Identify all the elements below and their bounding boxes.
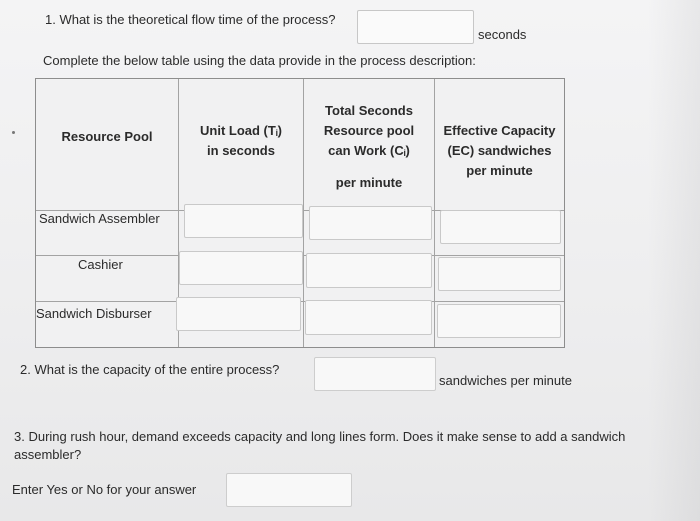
- row-label-cashier: Cashier: [78, 257, 123, 272]
- effective-capacity-input-disburser[interactable]: [437, 304, 561, 338]
- unit-load-input-assembler[interactable]: [184, 204, 303, 238]
- table-divider: [434, 79, 435, 347]
- question-2-text: 2. What is the capacity of the entire process?: [20, 362, 280, 377]
- flow-time-input[interactable]: [357, 10, 474, 44]
- effective-capacity-input-assembler[interactable]: [440, 210, 561, 244]
- header-effective-capacity: [435, 121, 564, 181]
- header-unit-load-line: in seconds: [207, 143, 275, 158]
- header-effective-capacity-line: per minute: [466, 163, 533, 178]
- header-unit-load-line: Unit Load (Tᵢ): [200, 123, 282, 138]
- question-1-text: 1. What is the theoretical flow time of the process?: [45, 12, 336, 27]
- header-unit-load: [179, 121, 303, 161]
- total-seconds-input-cashier[interactable]: [306, 253, 432, 288]
- header-effective-capacity-line: (EC) sandwiches: [447, 143, 552, 158]
- row-label-sandwich-assembler: Sandwich Assembler: [39, 211, 160, 226]
- effective-capacity-input-cashier[interactable]: [438, 257, 561, 291]
- yes-no-input[interactable]: [226, 473, 352, 507]
- capacity-table: [35, 78, 565, 348]
- process-capacity-unit: sandwiches per minute: [439, 373, 572, 388]
- header-total-seconds-line: per minute: [335, 175, 403, 190]
- table-instructions: Complete the below table using the data provide in the process description:: [43, 53, 476, 68]
- row-label-sandwich-disburser: Sandwich Disburser: [36, 306, 152, 321]
- header-total-seconds-line: Resource pool: [323, 123, 415, 138]
- unit-load-input-disburser[interactable]: [176, 297, 301, 331]
- process-capacity-input[interactable]: [314, 357, 436, 391]
- header-total-seconds-line: Total Seconds: [325, 103, 413, 118]
- total-seconds-input-assembler[interactable]: [309, 206, 432, 240]
- unit-load-input-cashier[interactable]: [179, 251, 303, 285]
- header-spacer: [304, 161, 434, 173]
- margin-dot: [12, 131, 15, 134]
- total-seconds-input-disburser[interactable]: [305, 300, 432, 335]
- header-total-seconds: [304, 101, 434, 193]
- yes-no-label: Enter Yes or No for your answer: [12, 482, 197, 497]
- header-effective-capacity-line: Effective Capacity: [443, 123, 556, 138]
- header-resource-pool: Resource Pool: [61, 129, 153, 144]
- header-total-seconds-line: can Work (Cᵢ): [328, 143, 410, 158]
- flow-time-unit: seconds: [478, 27, 527, 42]
- question-3-text: 3. During rush hour, demand exceeds capacity and long lines form. Does it make sense to add a sandwich assembler?: [14, 429, 626, 462]
